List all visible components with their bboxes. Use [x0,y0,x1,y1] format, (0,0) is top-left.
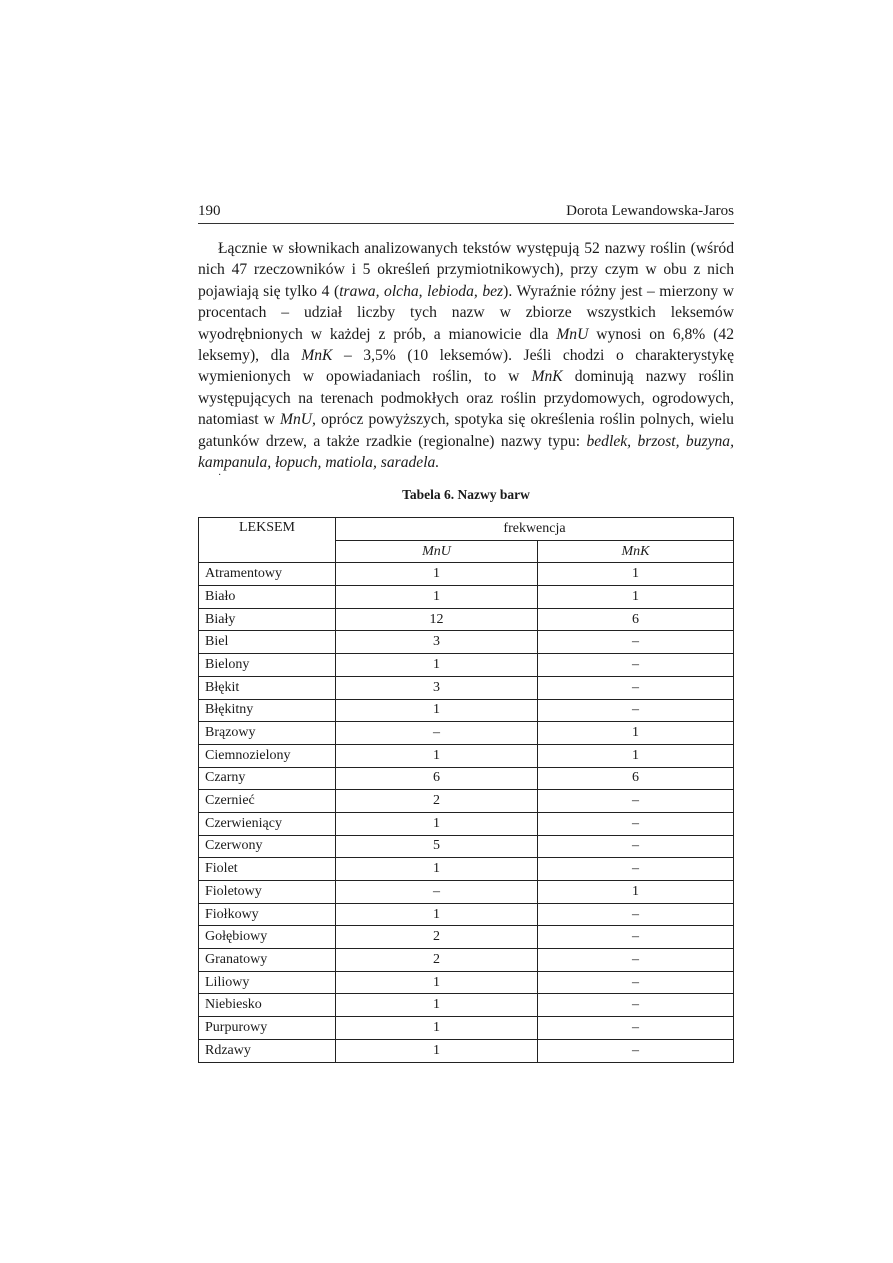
table-row [199,971,734,994]
cell-mnk: – [538,676,734,699]
cell-lexeme: Biało [199,586,336,609]
cell-mnk: – [538,790,734,813]
table-row [199,676,734,699]
table-row [199,949,734,972]
stray-mark: · [218,470,222,481]
cell-mnu: 2 [336,790,538,813]
cell-lexeme: Fiołkowy [199,903,336,926]
para-part-italic: MnK [301,347,333,365]
cell-lexeme: Granatowy [199,949,336,972]
cell-lexeme: Czarny [199,767,336,790]
header-lexeme: LEKSEM [199,518,336,563]
cell-mnk: – [538,835,734,858]
cell-mnu: 1 [336,654,538,677]
cell-mnu: 1 [336,971,538,994]
cell-lexeme: Biały [199,608,336,631]
page-number: 190 [198,203,221,219]
cell-lexeme: Brązowy [199,722,336,745]
table-row [199,722,734,745]
table-row [199,563,734,586]
cell-lexeme: Niebiesko [199,994,336,1017]
cell-lexeme: Czernieć [199,790,336,813]
cell-mnk: – [538,699,734,722]
cell-mnk: – [538,903,734,926]
cell-mnk: 1 [538,881,734,904]
cell-mnk: – [538,631,734,654]
cell-lexeme: Ciemnozielony [199,744,336,767]
para-part: oprócz powyższych, spotyka się określenia roślin polnych, wielu gatunków drzew, a także rzadkie (regionalne) nazwy typu: [198,411,734,450]
cell-mnu: 12 [336,608,538,631]
table-row [199,586,734,609]
table-row [199,654,734,677]
header-mnu: MnU [336,540,538,563]
cell-mnk: 6 [538,767,734,790]
table-body [199,563,734,1062]
table-row [199,835,734,858]
cell-lexeme: Fioletowy [199,881,336,904]
cell-mnk: – [538,1017,734,1040]
cell-mnk: – [538,654,734,677]
para-part-italic: MnU, [280,411,316,429]
cell-mnk: – [538,926,734,949]
cell-lexeme: Purpurowy [199,1017,336,1040]
cell-mnu: 1 [336,994,538,1017]
cell-mnk: 1 [538,586,734,609]
cell-mnu: 5 [336,835,538,858]
para-part-italic: MnK [531,368,563,386]
cell-lexeme: Rdzawy [199,1039,336,1062]
cell-mnu: – [336,722,538,745]
cell-mnk: 1 [538,722,734,745]
cell-mnu: 1 [336,812,538,835]
cell-mnk: 1 [538,563,734,586]
para-part: wynosi on 6,8% (42 leksemy), dla [198,325,735,365]
cell-mnu: 2 [336,949,538,972]
table-row [199,994,734,1017]
cell-lexeme: Liliowy [199,971,336,994]
cell-lexeme: Czerwony [199,835,336,858]
header-frequency: frekwencja [336,518,734,541]
cell-lexeme: Bielony [199,654,336,677]
table-row [199,631,734,654]
cell-mnu: 1 [336,903,538,926]
running-header [198,201,734,224]
table-row [199,881,734,904]
table-row [199,1039,734,1062]
cell-mnk: – [538,812,734,835]
cell-mnk: 6 [538,608,734,631]
cell-lexeme: Biel [199,631,336,654]
table-row [199,699,734,722]
cell-mnu: 1 [336,858,538,881]
table-row [199,744,734,767]
colors-table [198,517,734,1063]
cell-mnk: – [538,858,734,881]
cell-mnu: 1 [336,586,538,609]
cell-mnu: 1 [336,1039,538,1062]
cell-mnk: – [538,1039,734,1062]
cell-mnu: 1 [336,563,538,586]
cell-mnu: 2 [336,926,538,949]
cell-mnk: – [538,971,734,994]
body-paragraph [198,238,734,473]
header-mnk: MnK [538,540,734,563]
cell-lexeme: Atramentowy [199,563,336,586]
table-row [199,767,734,790]
cell-mnk: 1 [538,744,734,767]
table-row [199,812,734,835]
para-part-italic: trawa, olcha, lebioda, bez [339,282,504,300]
table-caption: Tabela 6. Nazwy barw [402,487,530,502]
table-row [199,1017,734,1040]
cell-mnu: 3 [336,631,538,654]
cell-mnu: 6 [336,767,538,790]
para-part: dominują nazwy roślin występujących na terenach podmokłych oraz roślin przydomowych, ogrodowych, natomiast w [198,368,734,429]
cell-lexeme: Błękitny [199,699,336,722]
para-part: ). Wyraźnie różny jest – mierzony w procentach – udział liczby tych nazw w zbiorze wszystkich leksemów wyodrębnionych w każdej z prób, a mianowicie dla [198,282,735,343]
cell-mnu: – [336,881,538,904]
para-part-italic: bedlek, brzost, buzyna, kampanula, łopuch, matiola, saradela. [198,432,734,472]
cell-mnu: 3 [336,676,538,699]
para-part: Łącznie w słownikach analizowanych tekstów występują 52 nazwy roślin (wśród nich 47 rzeczowników i 5 określeń przymiotnikowych), przy czym w obu z nich pojawiają się tylko 4 ( [198,240,734,300]
cell-mnu: 1 [336,744,538,767]
running-author: Dorota Lewandowska-Jaros [566,203,734,219]
cell-lexeme: Fiolet [199,858,336,881]
cell-mnu: 1 [336,699,538,722]
para-part-italic: MnU [556,325,589,343]
table-row [199,608,734,631]
table-row [199,858,734,881]
cell-mnk: – [538,994,734,1017]
cell-mnu: 1 [336,1017,538,1040]
cell-lexeme: Błękit [199,676,336,699]
table-row [199,903,734,926]
cell-mnk: – [538,949,734,972]
cell-lexeme: Gołębiowy [199,926,336,949]
table-row [199,926,734,949]
para-part: – 3,5% (10 leksemów). Jeśli chodzi o charakterystykę wymienionych w opowiadaniach roślin, to w [198,347,734,386]
table-row [199,790,734,813]
cell-lexeme: Czerwieniący [199,812,336,835]
